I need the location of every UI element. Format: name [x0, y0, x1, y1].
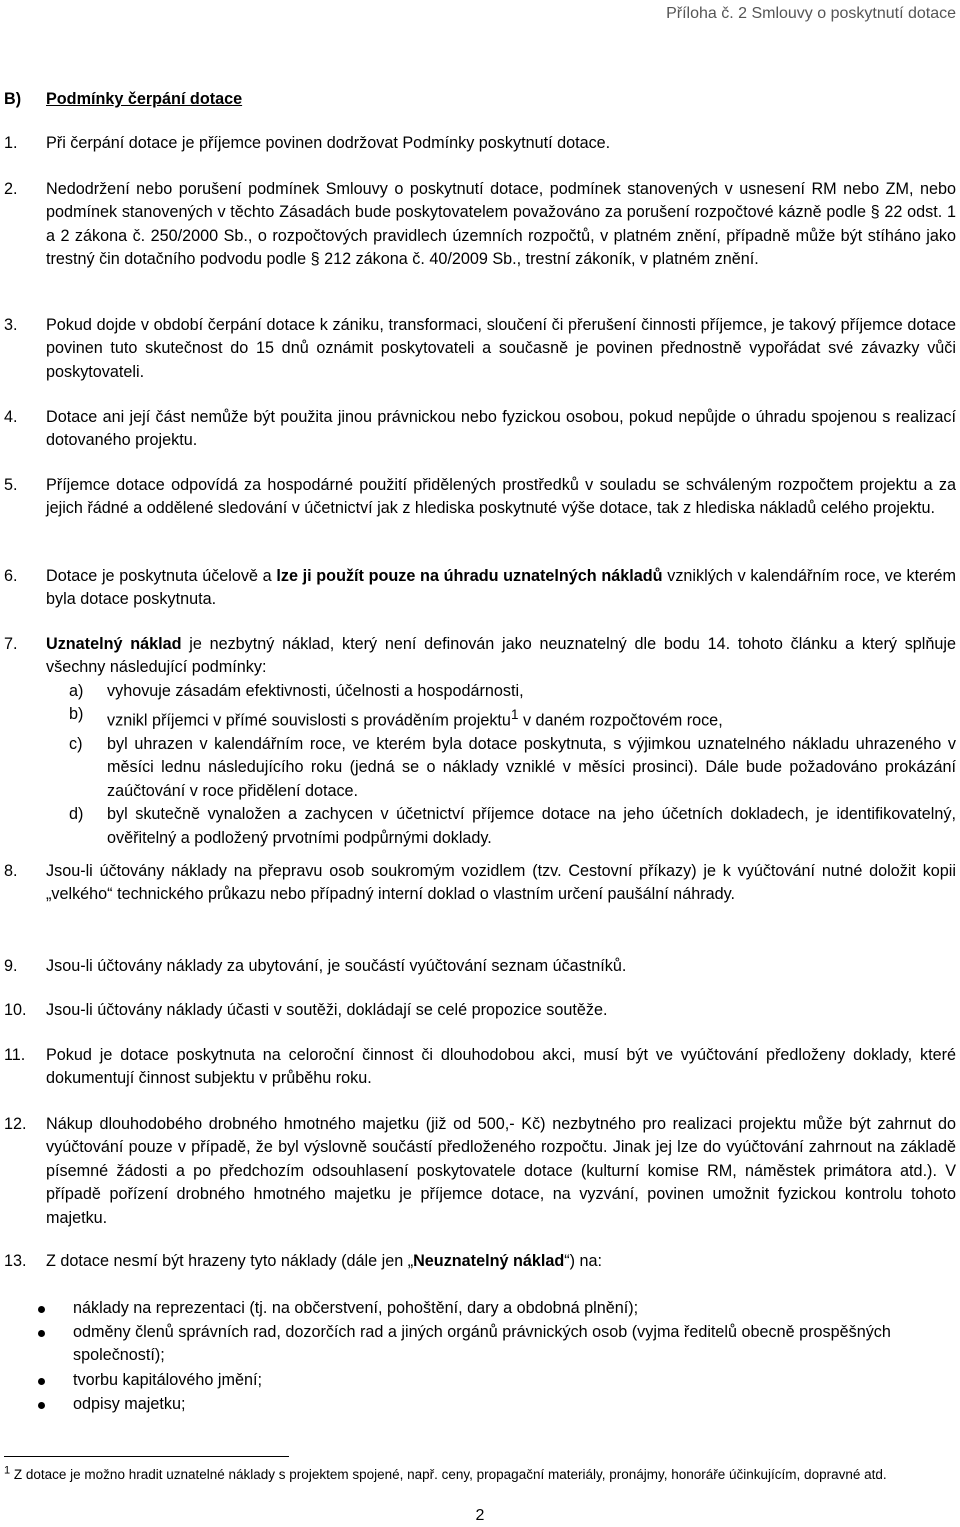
- item-number: 12.: [4, 1115, 27, 1133]
- text-run: vzniklých v kalendářním roce, ve kterém byla dotace poskytnuta.: [46, 567, 956, 609]
- item-number: 8.: [4, 862, 18, 880]
- emphasis: Neuznatelný náklad: [413, 1252, 565, 1270]
- list-item-8: [4, 860, 956, 907]
- item-text: Jsou-li účtovány náklady na přepravu osob soukromým vozidlem (tzv. Cestovní příkazy) je k vyúčtování nutné doložit kopii „velkého“ technického průkazu nebo případný interní doklad o vlastním určení paušální náhrady.: [46, 862, 956, 904]
- item-text: Pokud dojde v období čerpání dotace k zániku, transformaci, sloučení či přerušení činnosti příjemce, je takový příjemce dotace povinen tuto skutečnost do 15 dnů oznámit poskytovateli a současně je povinen přednostně vypořádat své závazky vůči poskytovateli.: [46, 316, 956, 381]
- item-text: Jsou-li účtovány náklady za ubytování, je součástí vyúčtování seznam účastníků.: [46, 957, 627, 975]
- bullet-dot-icon: [38, 1378, 45, 1385]
- list-item-2: [4, 178, 956, 272]
- item-number: 3.: [4, 316, 18, 334]
- text-run: “) na:: [564, 1252, 603, 1270]
- item-number: 13.: [4, 1252, 27, 1270]
- item-text: Dotace ani její část nemůže být použita jinou právnickou nebo fyzickou osobou, pokud nepůjde o úhradu spojenou s realizací dotovaného projektu.: [46, 408, 956, 450]
- item-number: 1.: [4, 134, 18, 152]
- list-item-5: [4, 474, 956, 521]
- list-item-1: [4, 132, 956, 155]
- item-number: 5.: [4, 476, 18, 494]
- sub-item-text: byl skutečně vynaložen a zachycen v účetnictví příjemce dotace na jeho účetních dokladech, je identifikovatelný, ověřitelný a podložený prvotními podpůrnými doklady.: [107, 805, 956, 847]
- sub-item-d: [4, 803, 956, 850]
- emphasis: Uznatelný náklad: [46, 635, 182, 653]
- bullet-text: náklady na reprezentaci (tj. na občerstvení, pohoštění, dary a obdobná plnění);: [73, 1299, 639, 1317]
- sub-item-text: vyhovuje zásadám efektivnosti, účelnosti a hospodárnosti,: [107, 681, 524, 700]
- text-run: v daném rozpočtovém roce,: [518, 711, 723, 730]
- item-number: 7.: [4, 635, 18, 653]
- bullet-text: odměny členů správních rad, dozorčích rad a jiných orgánů právnických osob (vyjma ředitelů obecně prospěšných společností);: [73, 1323, 891, 1365]
- item-number: 4.: [4, 408, 18, 426]
- page-number: 2: [475, 1507, 485, 1524]
- sub-item-letter: b): [69, 705, 84, 724]
- bullet-text: odpisy majetku;: [73, 1395, 186, 1413]
- bullet-dot-icon: [38, 1330, 45, 1337]
- item-text: Nákup dlouhodobého drobného hmotného majetku (již od 500,- Kč) nezbytného pro realizaci projektu může být zahrnut do vyúčtování pouze v případě, že byl výslovně součástí předloženého rozpočtu. Jinak jej lze do vyúčtování zahrnout na základě písemné žádosti a po předchozím odsouhlasení poskytovatele dotace (kulturní komise RM, náměstek primátora atd.). V případě pořízení drobného hmotného majetku je příjemce dotace, na vyzvání, povinen umožnit fyzickou kontrolu tohoto majetku.: [46, 1115, 956, 1227]
- item-text: Pokud je dotace poskytnuta na celoroční činnost či dlouhodobou akci, musí být ve vyúčtování předloženy doklady, které dokumentují činnost subjektu v průběhu roku.: [46, 1046, 956, 1088]
- bullet-dot-icon: [38, 1306, 45, 1313]
- item-number: 10.: [4, 1001, 27, 1019]
- sub-item-c: [4, 733, 956, 803]
- list-item-10: [4, 999, 956, 1022]
- footnote-separator: [4, 1456, 289, 1457]
- list-item-12: [4, 1113, 956, 1230]
- emphasis: lze ji použít pouze na úhradu uznatelných nákladů: [276, 567, 663, 585]
- sub-item-letter: a): [69, 681, 84, 700]
- item-number: 2.: [4, 180, 18, 198]
- sub-item-letter: d): [69, 805, 84, 824]
- bullet-dot-icon: [38, 1402, 45, 1409]
- sub-item-letter: c): [69, 735, 83, 754]
- item-number: 11.: [4, 1046, 26, 1064]
- list-item-11: [4, 1044, 956, 1091]
- text-run: vznikl příjemci v přímé souvislosti s prováděním projektu: [107, 711, 511, 730]
- text-run: je nezbytný náklad, který není definován jako neuznatelný dle bodu 14. tohoto článku a který splňuje všechny následující podmínky:: [46, 635, 956, 677]
- sub-item-b: [4, 703, 956, 733]
- bullet-item: [0, 1321, 956, 1368]
- list-item-9: [4, 955, 956, 978]
- item-text: Při čerpání dotace je příjemce povinen dodržovat Podmínky poskytnutí dotace.: [46, 134, 611, 152]
- item-text: Jsou-li účtovány náklady účasti v soutěži, dokládají se celé propozice soutěže.: [46, 1001, 608, 1019]
- text-run: Dotace je poskytnuta účelově a: [46, 567, 277, 585]
- list-item-6: [4, 565, 956, 612]
- bullet-item: [0, 1369, 956, 1392]
- list-item-7: [4, 633, 956, 850]
- item-text: Nedodržení nebo porušení podmínek Smlouvy o poskytnutí dotace, podmínek stanovených v usnesení RM nebo ZM, nebo podmínek stanovených v těchto Zásadách bude poskytovatelem považováno za porušení rozpočtové kázně podle § 22 odst. 1 a 2 zákona č. 250/2000 Sb., o rozpočtových pravidlech územních rozpočtů, v platném znění, případně může být stíháno jako trestný čin dotačního podvodu podle § 212 zákona č. 40/2009 Sb., trestní zákoník, v platném znění.: [46, 180, 956, 269]
- sub-item-a: [4, 680, 956, 703]
- item-number: 6.: [4, 567, 18, 585]
- item-text: Příjemce dotace odpovídá za hospodárné použití přidělených prostředků v souladu se schváleným rozpočtem projektu a za jejich řádné a oddělené sledování v účetnictví jak z hlediska poskytnuté výše dotace, tak z hlediska nákladů celého projektu.: [46, 476, 956, 518]
- sub-item-text: byl uhrazen v kalendářním roce, ve kterém byla dotace poskytnuta, s výjimkou uznatelného nákladu uhrazeného v měsíci lednu následujícího roku (jedná se o náklady vzniklé v měsíci prosinci). Dále bude požadováno prokázání zaúčtování v roce přidělení dotace.: [107, 735, 956, 800]
- item-number: 9.: [4, 957, 18, 975]
- sub-item-text: [107, 703, 956, 733]
- bullet-text: tvorbu kapitálového jmění;: [73, 1371, 262, 1389]
- bullet-item: [0, 1297, 956, 1320]
- bullet-item: [0, 1393, 956, 1416]
- list-item-13: [4, 1250, 956, 1273]
- item-text: [46, 1250, 956, 1273]
- footnote-ref: 1: [510, 707, 519, 723]
- section-label: B): [4, 90, 22, 108]
- footnote-mark: 1: [4, 1464, 11, 1477]
- footnote-text: Z dotace je možno hradit uznatelné náklady s projektem spojené, např. ceny, propagační materiály, pronájmy, honoráře účinkujícím, dopravné atd.: [13, 1467, 887, 1482]
- footnote: [4, 1465, 956, 1484]
- list-item-4: [4, 406, 956, 453]
- running-header: Příloha č. 2 Smlouvy o poskytnutí dotace: [666, 5, 956, 22]
- section-heading: [4, 88, 242, 111]
- item-text: [46, 565, 956, 612]
- section-title: Podmínky čerpání dotace: [46, 90, 243, 108]
- text-run: Z dotace nesmí být hrazeny tyto náklady (dále jen „: [46, 1252, 414, 1270]
- item-text: [46, 633, 956, 680]
- list-item-3: [4, 314, 956, 384]
